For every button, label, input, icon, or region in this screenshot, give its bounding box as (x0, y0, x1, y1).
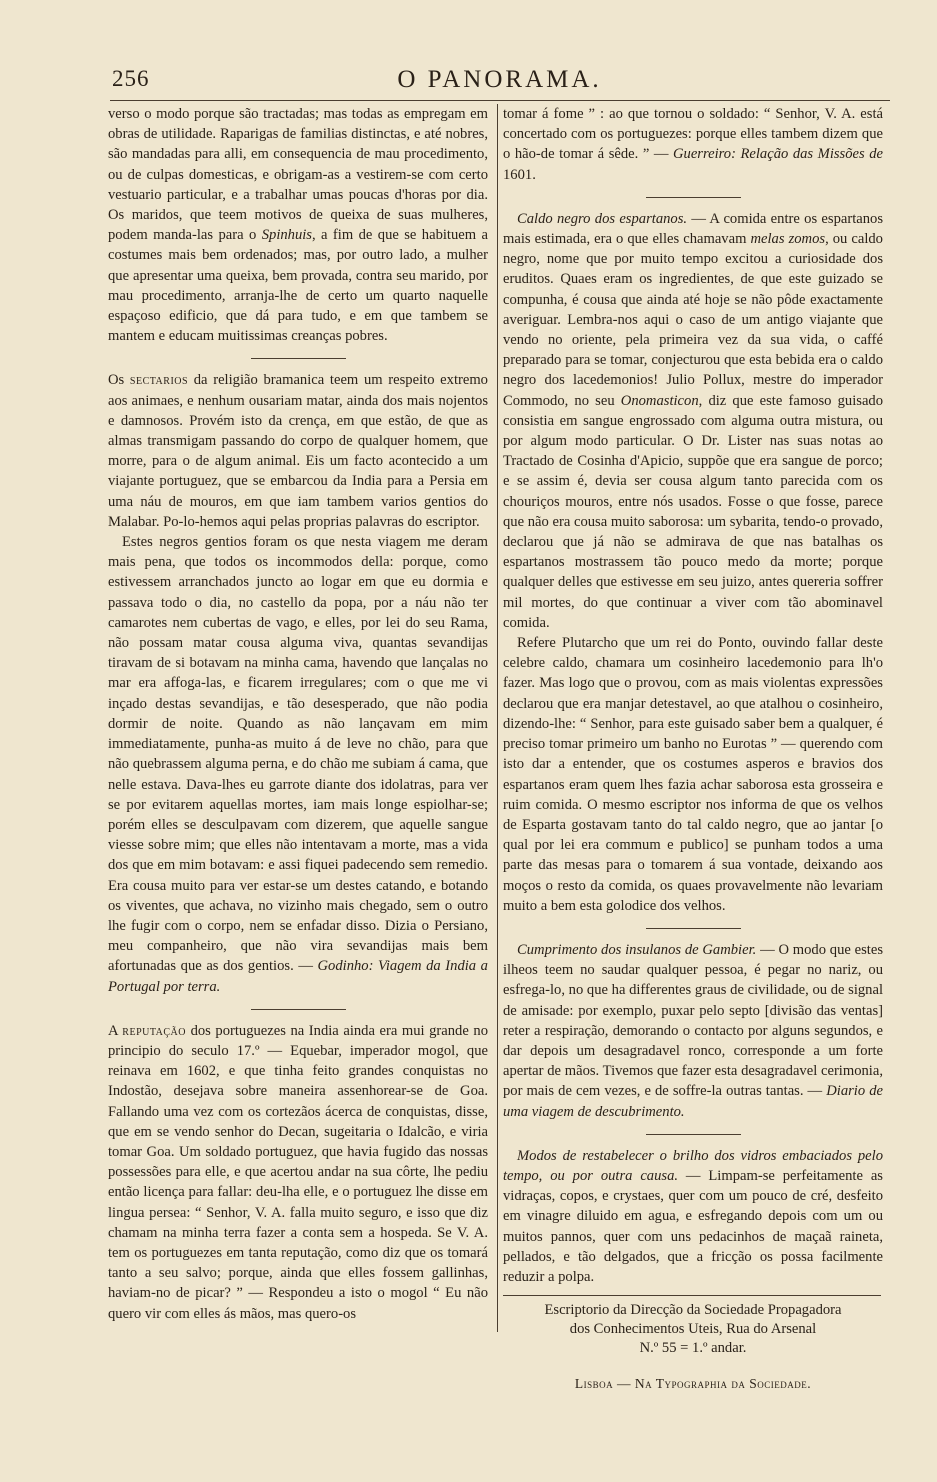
colophon: Lisboa — Na Typographia da Sociedade. (574, 1376, 812, 1392)
article-gambier: Cumprimento dos insulanos de Gambier. — O modo que estes ilheos teem no saudar qualquer pessoa, é pegar no nariz, ou esfrega-lo, no que ha differentes graus de civilidade, ou de signal de amisade: por exemplo, puxar pelo septo [divisão das ventas] reter a respiração, demorando o contacto por alguns segundos, e dar depois um desagradavel ronco, corresponde a um forte apertar de mãos. Tivemos que fazer esta desagradavel cerimonia, por mais de cem vezes, e de soffre-la outras tantas. — Diario de uma viagem de descubrimento. (503, 941, 883, 1120)
section-separator (251, 358, 346, 359)
header-rule (110, 100, 890, 101)
page-number: 256 (112, 66, 150, 91)
imprint-rule (503, 1295, 881, 1296)
article-spinhuis-end: verso o modo porque são tractadas; mas todas as empregam em obras de utilidade. Raparigas de familias distinctas, e até nobres, são mandadas para alli, em consequencia de mau procedimento, ou de culpas domesticas, e obrigam-as a vestirem-se com certo vestuario particular, e a trabalhar umas poucas d'horas por dia. Os maridos, que teem motivos de queixa de suas mulheres, podem manda-las para o Spinhuis, a fim de que se habituem a costumes mais bem ordenados; mas, por outro lado, a mulher que apresentar uma queixa, bem provada, contra seu marido, por mau procedimento, arranja-lhe de certo um quarto naquelle espaçoso edificio, que dá para tudo, e em que tambem se mantem e educam muitissimas creanças pobres. (108, 106, 488, 345)
section-separator (646, 197, 741, 198)
article-caldo-negro-2: Refere Plutarcho que um rei do Ponto, ouvindo fallar deste celebre caldo, chamara um cosinheiro lacedemonio para lh'o fazer. Mas logo que o provou, com as mais violentas expressões declarou que era manjar detestavel, ao que atalhou o cosinheiro, dizendo-lhe: “ Senhor, para este guisado saber bem a qualquer, é preciso tomar primeiro um banho no Eurotas ” — querendo com isto dar a entender, que os costumes asperos e bravios dos espartanos eram quem lhes fazia achar saborosa esta grosseira e ruim comida. O mesmo escriptor nos informa de que os velhos de Esparta gostavam tanto do tal caldo negro, que ao jantar [o qual por lei era commum e publico] se punham todos a uma parte das mesas para o tomarem á sua vontade, deixando aos moços o resto da comida, os quaes provavelmente não levariam muito a bem esta golodice dos velhos. (503, 635, 883, 914)
running-title: O PANORAMA. (397, 66, 602, 93)
page-header (112, 66, 887, 100)
right-column (503, 104, 883, 1394)
imprint: Escriptorio da Direcção da Sociedade Propagadora dos Conhecimentos Uteis, Rua do Arsenal N.º 55 = 1.º andar. (544, 1302, 842, 1357)
article-reputacao: A reputação dos portuguezes na India ainda era mui grande no principio do seculo 17.º — Equebar, imperador mogol, que reinava em 1602, e que tinha feito grandes conquistas no Indostão, desejava sobre maneira assenhorear-se de Goa. Fallando uma vez com os cortezãos ácerca de conquistas, disse, que em se vendo senhor do Decan, sugeitaria o Idalcão, e viria tomar Goa. Um soldado portuguez, que havia fugido das nossas possessões para elle, e que acertou andar na sua côrte, lhe pediu então licença para fallar: deu-lha elle, e o portuguez lhe disse em lingua persea: “ Senhor, V. A. falla muito seguro, e isso que diz chamam na minha terra fazer a conta sem a hospeda. Se V. A. tem os portuguezes em tanta reputação, como diz que os tomará tanto a seu salvo; porque, ainda que elles fossem gallinhas, haviam-no de picar? ” — Respondeu a isto o mogol “ Eu não quero vir com elles ás mãos, mas quero-os (108, 1022, 488, 1322)
section-separator (646, 1134, 741, 1135)
section-separator (646, 928, 741, 929)
article-caldo-negro: Caldo negro dos espartanos. — A comida entre os espartanos mais estimada, era o que elles chamavam melas zomos, ou caldo negro, nome que por muito tempo excitou a curiosidade dos eruditos. Quaes eram os ingredientes, de que este guizado se compunha, é cousa que ainda até hoje se não pôde exactamente averiguar. Lembra-nos aqui o caso de um antigo viajante que vendo no oriente, pela primeira vez da sua vida, o caffé preparado para se tomar, conjecturou que esta bebida era o caldo negro dos lacedemonios! Julio Pollux, mestre do imperador Commodo, no seu Onomasticon, diz que este famoso guisado consistia em sangue engrossado com alguma outra mistura, ou por algum modo particular. O Dr. Lister nas suas notas ao Tractado de Cosinha d'Apicio, suppõe que era sangue de porco; e se assim é, devia ser cousa algum tanto parecida com os chouriços mouros, entre nós usados. Fosse o que fosse, parece que não era cousa muito saborosa: um sybarita, tendo-o provado, declarou que já não se admirava de que nas batalhas os espartanos mostrassem tão pouco medo da morte; porque qualquer delles que estivesse em seu juizo, antes quereria soffrer mil mortes, do que continuar a viver com tão abominavel comida. (503, 210, 884, 631)
article-sectarios: Os sectarios da religião bramanica teem um respeito extremo aos animaes, e nenhum ousariam matar, ainda dos mais nojentos e damnosos. Provém isto da crença, em que estão, de que as almas transmigam passando do corpo de qualquer homem, que morre, para o de algum animal. Eis um facto acontecido a um viajante portuguez, que se embarcou da India para a Persia em uma náu de mouros, em que iam tambem varios gentios do Malabar. Po-lo-hemos aqui pelas proprias palavras do escriptor. (108, 372, 488, 530)
left-column (108, 104, 488, 1324)
section-separator (251, 1009, 346, 1010)
article-sectarios-quote: Estes negros gentios foram os que nesta viagem me deram mais pena, que todos os incommodos della: porque, como estivessem arranchados juncto ao logar em que eu dormia e passava todo o dia, no castello da popa, por a náu não ter camarotes nem cubertas de vago, e elles, por lei do seu Rama, não possam matar cousa alguma viva, quantas sevandijas tiravam de si botavam na minha cama, havendo que lançalas no mar era affoga-las, e ficarem irregulares; com o que me vi inçado destas sevandijas, e tão desesperado, que não podia dormir de noite. Quando as não lançavam em mim immediatamente, punha-as muito á de leve no chão, para que não quebrassem alguma perna, e do chão me subiam á cama, que nelle estava. Dava-lhes eu garrote diante dos idolatras, para ver se por evitarem aquellas mortes, iam mais longe espiolhar-se; porém elles se desculpavam com dizerem, que aquelle sangue viesse sobre mim; que elles não intentavam a morte, mas a vida dos que em mim botavam: e assi fiquei padecendo sem remedio. Era cousa muito para ver estar-se um destes catando, e botando os viventes, que achava, no vizinho mais chegado, sem o outro lhe fugir com o corpo, nem se enfadar disso. Dizia o Persiano, meu companheiro, que não vira sevandijas mais bem afortunadas que as dos gentios. — Godinho: Viagem da India a Portugal por terra. (108, 534, 488, 995)
article-reputacao-cont: tomar á fome ” : ao que tornou o soldado: “ Senhor, V. A. está concertado com os portuguezes: porque elles tambem dizem que o hão-de tomar á sêde. ” — Guerreiro: Relação das Missões de 1601. (503, 106, 883, 183)
column-divider (497, 104, 498, 1332)
article-vidros: Modos de restabelecer o brilho dos vidros embaciados pelo tempo, ou por outra causa. — Limpam-se perfeitamente as vidraças, copos, e crystaes, quer com um pouco de cré, desfeito em vinagre diluido em agua, e esfregando depois com um ou muitos pannos, quer com uns pedacinhos de maçaã raineta, pellados, e tão delgados, que a fricção os possa facilmente reduzir a polpa. (503, 1147, 883, 1285)
